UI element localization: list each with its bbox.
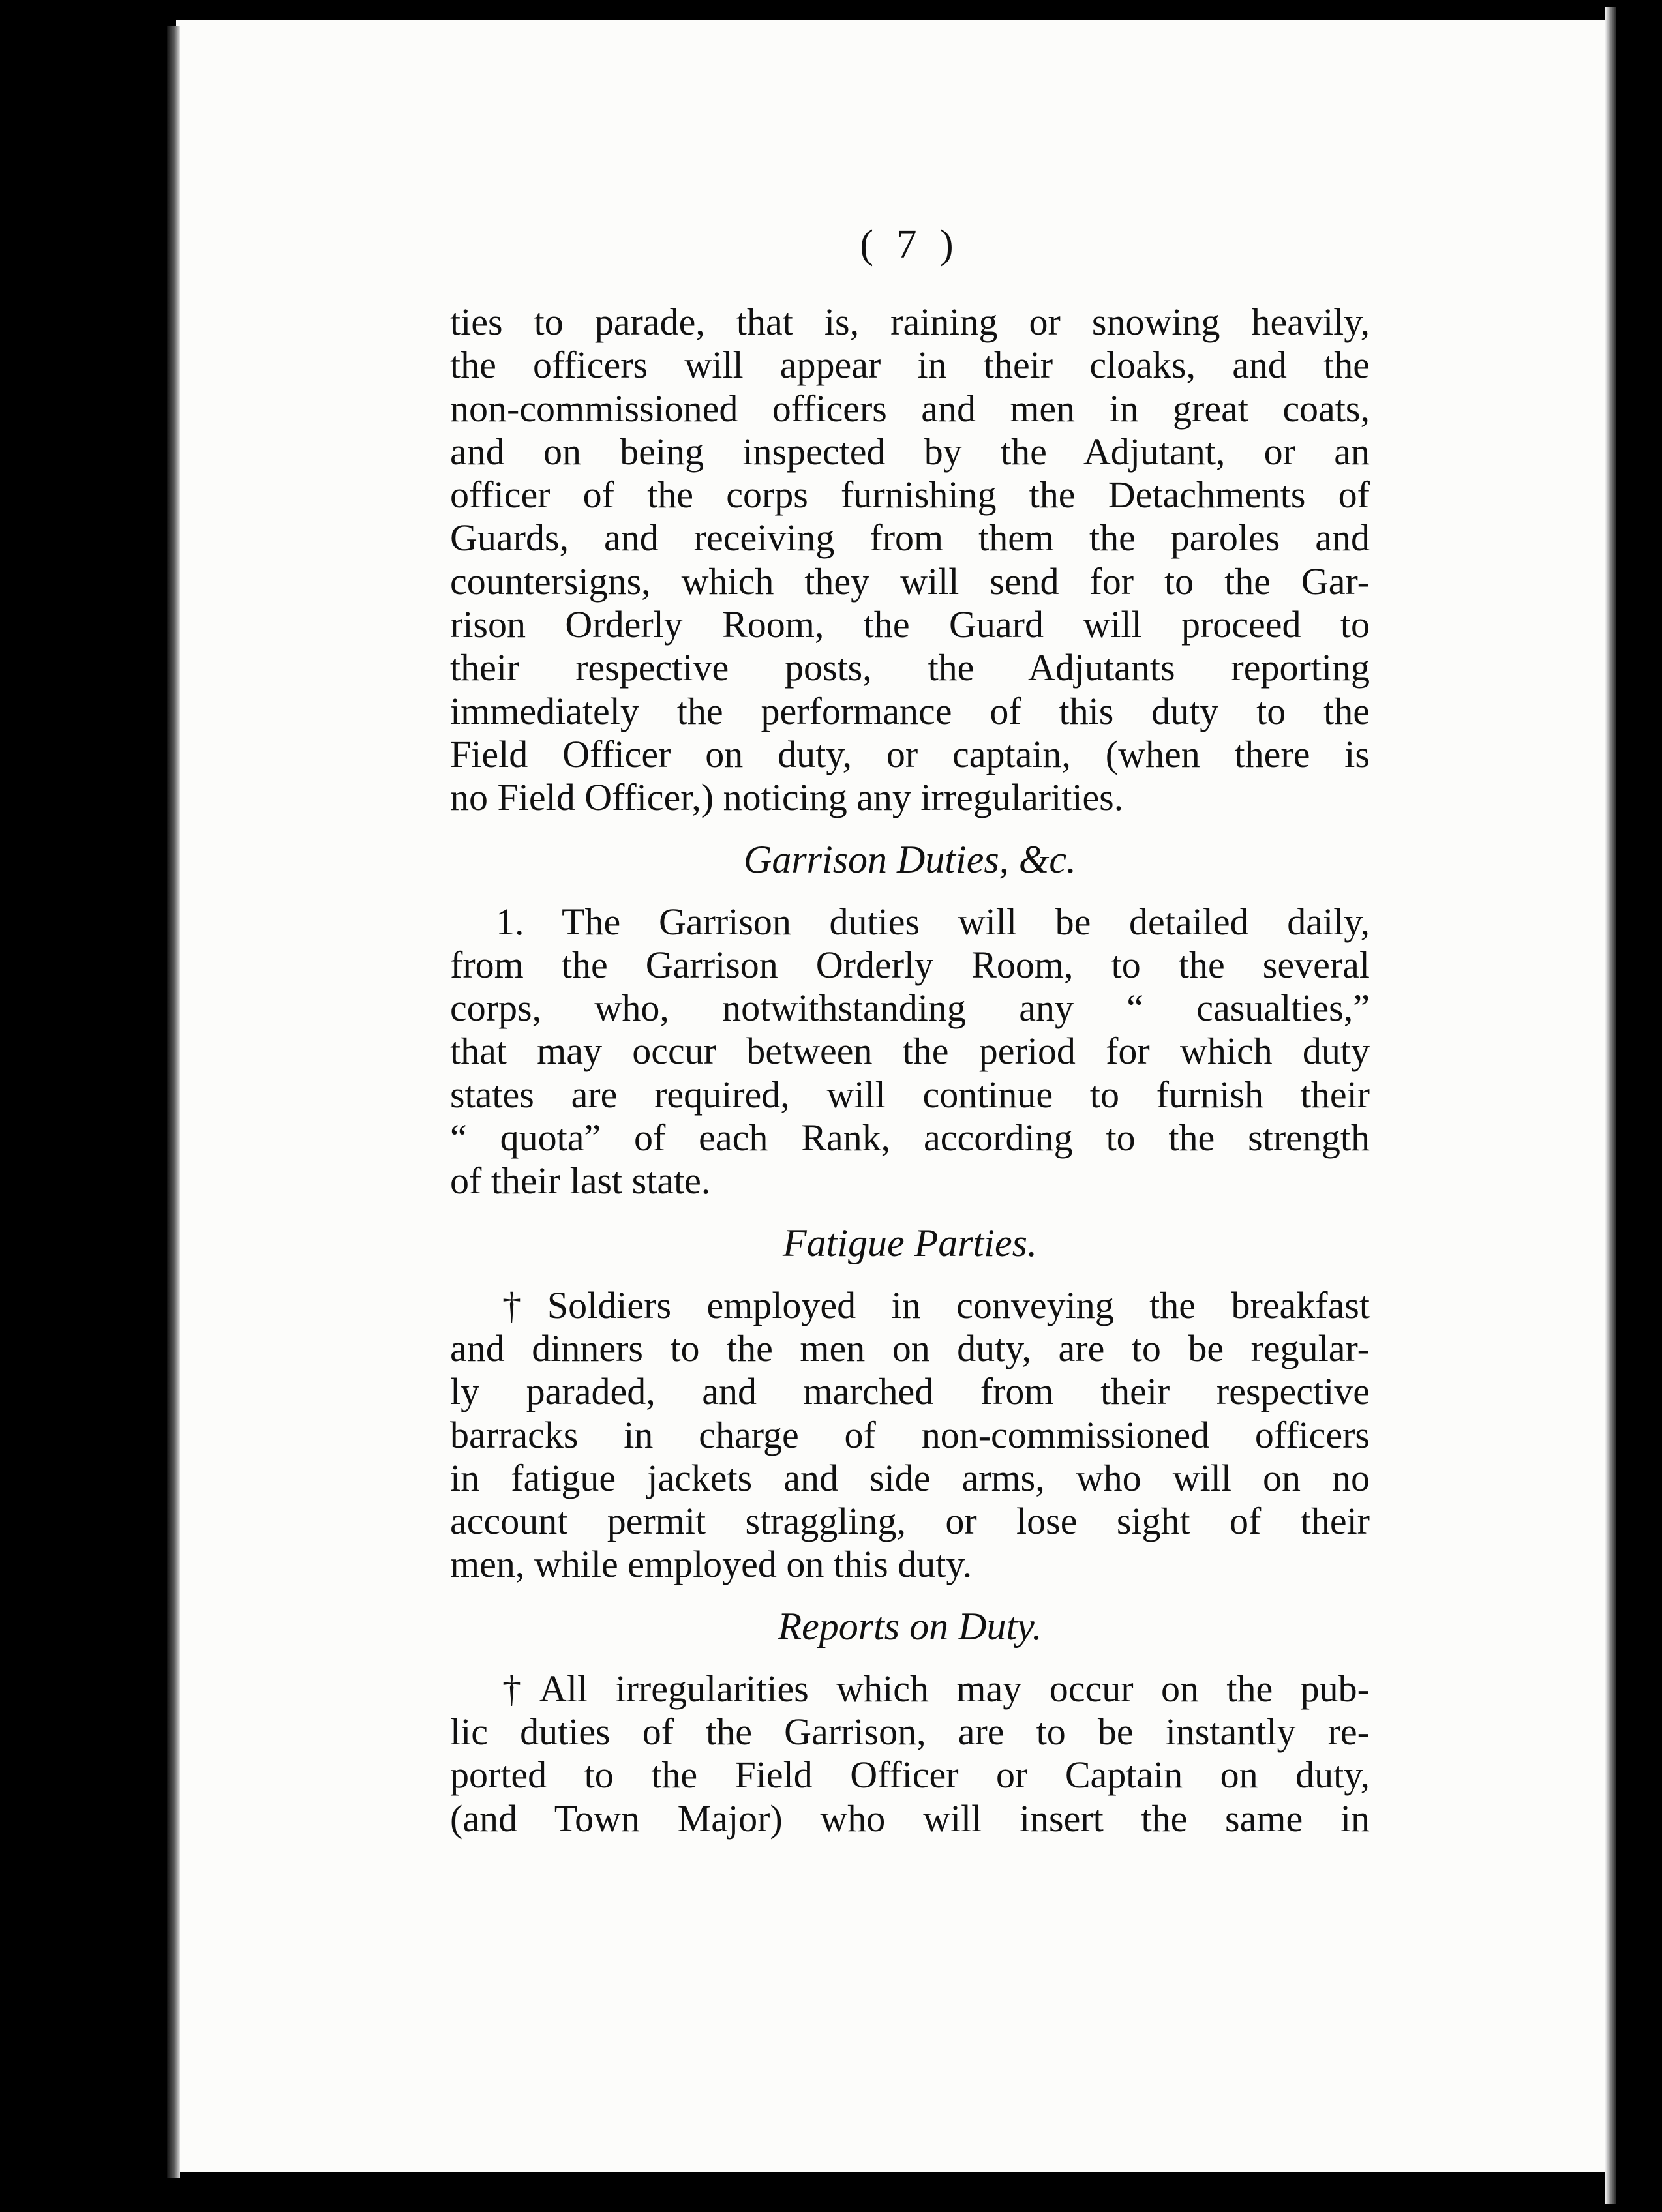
text-line: †All irregularities which may occur on the pub- (502, 1667, 1370, 1710)
text-line: their respective posts, the Adjutants reporting (450, 646, 1370, 689)
page-number: ( 7 ) (860, 222, 960, 267)
text-line: †Soldiers employed in conveying the breakfast (502, 1283, 1370, 1326)
reports-on-duty-paragraph (450, 1667, 1370, 1840)
text-line: ported to the Field Officer or Captain on duty, (450, 1754, 1370, 1797)
text-line: rison Orderly Room, the Guard will proceed to (450, 603, 1370, 646)
text-block (450, 222, 1370, 1840)
text-line: from the Garrison Orderly Room, to the several (450, 943, 1370, 986)
text-line: officer of the corps furnishing the Detachments of (450, 473, 1370, 516)
text-line: that may occur between the period for which duty (450, 1030, 1370, 1073)
text-line: the officers will appear in their cloaks, and the (450, 344, 1370, 387)
text-line: barracks in charge of non-commissioned officers (450, 1413, 1370, 1456)
text-line: and dinners to the men on duty, are to be regular- (450, 1326, 1370, 1369)
text-line: of their last state. (450, 1159, 711, 1203)
section-heading-garrison-duties: Garrison Duties, &c. (744, 837, 1076, 881)
text-line: non-commissioned officers and men in great coats, (450, 387, 1370, 430)
text-line: Field Officer on duty, or captain, (when there is (450, 732, 1370, 775)
text-line: in fatigue jackets and side arms, who will on no (450, 1456, 1370, 1499)
text-line: immediately the performance of this duty to the (450, 689, 1370, 732)
text-line: (and Town Major) who will insert the same in (450, 1797, 1370, 1840)
text-line: countersigns, which they will send for to the Gar- (450, 560, 1370, 603)
intro-paragraph (450, 301, 1370, 820)
text-line: 1. The Garrison duties will be detailed daily, (496, 900, 1370, 943)
spine-shadow (167, 26, 180, 2178)
text-line: ties to parade, that is, raining or snowing heavily, (450, 301, 1370, 343)
text-line: men, while employed on this duty. (450, 1543, 973, 1586)
text-line: “ quota” of each Rank, according to the strength (450, 1116, 1370, 1159)
text-line: account permit straggling, or lose sight of their (450, 1500, 1370, 1543)
section-heading-reports-on-duty: Reports on Duty. (778, 1604, 1042, 1648)
text-line: corps, who, notwithstanding any “ casualties,” (450, 987, 1370, 1030)
text-line: no Field Officer,) noticing any irregularities. (450, 776, 1124, 819)
section-heading-fatigue-parties: Fatigue Parties. (783, 1221, 1037, 1264)
text-line: states are required, will continue to furnish their (450, 1073, 1370, 1116)
text-line: Guards, and receiving from them the paroles and (450, 516, 1370, 560)
text-line: lic duties of the Garrison, are to be instantly re- (450, 1711, 1370, 1754)
garrison-duties-paragraph (450, 901, 1370, 1203)
fatigue-parties-paragraph (450, 1284, 1370, 1587)
page-edge (1605, 7, 1616, 2204)
text-line: and on being inspected by the Adjutant, or an (450, 430, 1370, 473)
text-line: ly paraded, and marched from their respective (450, 1370, 1370, 1413)
